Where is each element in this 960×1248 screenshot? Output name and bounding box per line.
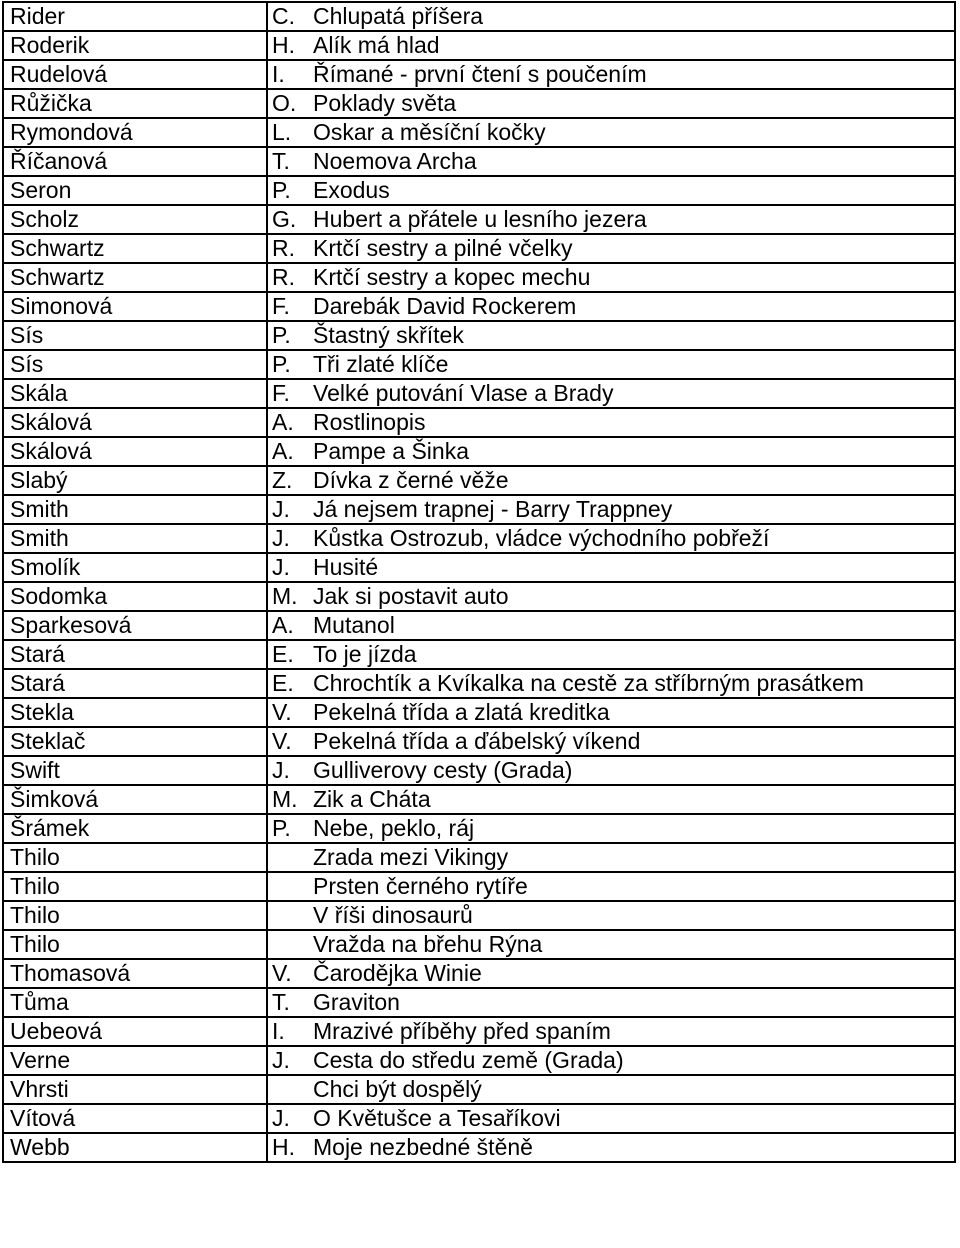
initial-cell: T. bbox=[267, 147, 313, 176]
title-cell: Noemova Archa bbox=[313, 147, 955, 176]
initial-cell: O. bbox=[267, 89, 313, 118]
surname-cell: Simonová bbox=[3, 292, 267, 321]
surname-cell: Verne bbox=[3, 1046, 267, 1075]
title-cell: Gulliverovy cesty (Grada) bbox=[313, 756, 955, 785]
title-cell: Moje nezbedné štěně bbox=[313, 1133, 955, 1162]
initial-cell: M. bbox=[267, 582, 313, 611]
table-row bbox=[3, 379, 955, 408]
title-cell: Chci být dospělý bbox=[313, 1075, 955, 1104]
surname-cell: Stekla bbox=[3, 698, 267, 727]
initial-cell: M. bbox=[267, 785, 313, 814]
initial-cell: J. bbox=[267, 495, 313, 524]
initial-cell: E. bbox=[267, 669, 313, 698]
surname-cell: Rider bbox=[3, 2, 267, 31]
table-row bbox=[3, 1046, 955, 1075]
initial-cell: J. bbox=[267, 1046, 313, 1075]
surname-cell: Vítová bbox=[3, 1104, 267, 1133]
table-row bbox=[3, 814, 955, 843]
title-cell: Mutanol bbox=[313, 611, 955, 640]
table-row bbox=[3, 408, 955, 437]
surname-cell: Stará bbox=[3, 640, 267, 669]
title-cell: To je jízda bbox=[313, 640, 955, 669]
initial-cell: J. bbox=[267, 553, 313, 582]
table-row bbox=[3, 959, 955, 988]
table-row bbox=[3, 698, 955, 727]
surname-cell: Thomasová bbox=[3, 959, 267, 988]
title-cell: Kůstka Ostrozub, vládce východního pobřeží bbox=[313, 524, 955, 553]
title-cell: Nebe, peklo, ráj bbox=[313, 814, 955, 843]
surname-cell: Thilo bbox=[3, 901, 267, 930]
title-cell: Velké putování Vlase a Brady bbox=[313, 379, 955, 408]
table-row bbox=[3, 31, 955, 60]
initial-cell: A. bbox=[267, 408, 313, 437]
table-row bbox=[3, 756, 955, 785]
initial-cell: I. bbox=[267, 1017, 313, 1046]
table-row bbox=[3, 89, 955, 118]
table-row bbox=[3, 292, 955, 321]
table-row bbox=[3, 872, 955, 901]
table-row bbox=[3, 843, 955, 872]
table-row bbox=[3, 263, 955, 292]
title-cell: Vražda na břehu Rýna bbox=[313, 930, 955, 959]
surname-cell: Smolík bbox=[3, 553, 267, 582]
table-row bbox=[3, 234, 955, 263]
surname-cell: Sodomka bbox=[3, 582, 267, 611]
initial-cell bbox=[267, 930, 313, 959]
surname-cell: Webb bbox=[3, 1133, 267, 1162]
table-row bbox=[3, 901, 955, 930]
title-cell: Čarodějka Winie bbox=[313, 959, 955, 988]
surname-cell: Stará bbox=[3, 669, 267, 698]
title-cell: Jak si postavit auto bbox=[313, 582, 955, 611]
title-cell: Římané - první čtení s poučením bbox=[313, 60, 955, 89]
table-row bbox=[3, 1017, 955, 1046]
initial-cell: C. bbox=[267, 2, 313, 31]
surname-cell: Smith bbox=[3, 495, 267, 524]
table-row bbox=[3, 524, 955, 553]
table-row bbox=[3, 205, 955, 234]
surname-cell: Říčanová bbox=[3, 147, 267, 176]
surname-cell: Tůma bbox=[3, 988, 267, 1017]
title-cell: Pampe a Šinka bbox=[313, 437, 955, 466]
surname-cell: Thilo bbox=[3, 872, 267, 901]
table-row bbox=[3, 2, 955, 31]
initial-cell: G. bbox=[267, 205, 313, 234]
title-cell: Krtčí sestry a kopec mechu bbox=[313, 263, 955, 292]
initial-cell: P. bbox=[267, 176, 313, 205]
surname-cell: Uebeová bbox=[3, 1017, 267, 1046]
surname-cell: Skálová bbox=[3, 408, 267, 437]
surname-cell: Sís bbox=[3, 350, 267, 379]
title-cell: Zik a Cháta bbox=[313, 785, 955, 814]
table-row bbox=[3, 640, 955, 669]
initial-cell: A. bbox=[267, 437, 313, 466]
initial-cell: Z. bbox=[267, 466, 313, 495]
surname-cell: Thilo bbox=[3, 930, 267, 959]
title-cell: Rostlinopis bbox=[313, 408, 955, 437]
table-row bbox=[3, 582, 955, 611]
surname-cell: Skála bbox=[3, 379, 267, 408]
initial-cell: R. bbox=[267, 234, 313, 263]
title-cell: Tři zlaté klíče bbox=[313, 350, 955, 379]
initial-cell bbox=[267, 1075, 313, 1104]
title-cell: Chlupatá příšera bbox=[313, 2, 955, 31]
table-row bbox=[3, 495, 955, 524]
initial-cell: L. bbox=[267, 118, 313, 147]
initial-cell: E. bbox=[267, 640, 313, 669]
table-row bbox=[3, 350, 955, 379]
table-row bbox=[3, 988, 955, 1017]
title-cell: Husité bbox=[313, 553, 955, 582]
surname-cell: Schwartz bbox=[3, 234, 267, 263]
title-cell: O Květušce a Tesaříkovi bbox=[313, 1104, 955, 1133]
initial-cell bbox=[267, 901, 313, 930]
table-row bbox=[3, 147, 955, 176]
initial-cell: F. bbox=[267, 379, 313, 408]
title-cell: Exodus bbox=[313, 176, 955, 205]
title-cell: Cesta do středu země (Grada) bbox=[313, 1046, 955, 1075]
title-cell: Dívka z černé věže bbox=[313, 466, 955, 495]
surname-cell: Seron bbox=[3, 176, 267, 205]
surname-cell: Steklač bbox=[3, 727, 267, 756]
surname-cell: Sís bbox=[3, 321, 267, 350]
title-cell: Pekelná třída a zlatá kreditka bbox=[313, 698, 955, 727]
table-row bbox=[3, 553, 955, 582]
title-cell: Prsten černého rytíře bbox=[313, 872, 955, 901]
surname-cell: Skálová bbox=[3, 437, 267, 466]
table-row bbox=[3, 437, 955, 466]
surname-cell: Sparkesová bbox=[3, 611, 267, 640]
book-list-body bbox=[3, 2, 955, 1162]
initial-cell: I. bbox=[267, 60, 313, 89]
initial-cell: J. bbox=[267, 1104, 313, 1133]
title-cell: V říši dinosaurů bbox=[313, 901, 955, 930]
table-row bbox=[3, 727, 955, 756]
surname-cell: Šimková bbox=[3, 785, 267, 814]
title-cell: Já nejsem trapnej - Barry Trappney bbox=[313, 495, 955, 524]
table-row bbox=[3, 785, 955, 814]
title-cell: Štastný skřítek bbox=[313, 321, 955, 350]
initial-cell: A. bbox=[267, 611, 313, 640]
initial-cell bbox=[267, 843, 313, 872]
table-row bbox=[3, 1075, 955, 1104]
initial-cell: J. bbox=[267, 524, 313, 553]
surname-cell: Vhrsti bbox=[3, 1075, 267, 1104]
surname-cell: Schwartz bbox=[3, 263, 267, 292]
table-row bbox=[3, 118, 955, 147]
title-cell: Krtčí sestry a pilné včelky bbox=[313, 234, 955, 263]
surname-cell: Scholz bbox=[3, 205, 267, 234]
initial-cell: R. bbox=[267, 263, 313, 292]
table-row bbox=[3, 60, 955, 89]
title-cell: Oskar a měsíční kočky bbox=[313, 118, 955, 147]
table-row bbox=[3, 611, 955, 640]
title-cell: Darebák David Rockerem bbox=[313, 292, 955, 321]
title-cell: Zrada mezi Vikingy bbox=[313, 843, 955, 872]
table-row bbox=[3, 669, 955, 698]
initial-cell: T. bbox=[267, 988, 313, 1017]
table-row bbox=[3, 466, 955, 495]
surname-cell: Slabý bbox=[3, 466, 267, 495]
initial-cell: J. bbox=[267, 756, 313, 785]
initial-cell: V. bbox=[267, 959, 313, 988]
surname-cell: Swift bbox=[3, 756, 267, 785]
book-list-table bbox=[2, 1, 956, 1163]
table-row bbox=[3, 321, 955, 350]
initial-cell: H. bbox=[267, 1133, 313, 1162]
title-cell: Hubert a přátele u lesního jezera bbox=[313, 205, 955, 234]
surname-cell: Šrámek bbox=[3, 814, 267, 843]
surname-cell: Smith bbox=[3, 524, 267, 553]
initial-cell: P. bbox=[267, 321, 313, 350]
title-cell: Alík má hlad bbox=[313, 31, 955, 60]
title-cell: Mrazivé příběhy před spaním bbox=[313, 1017, 955, 1046]
table-row bbox=[3, 176, 955, 205]
title-cell: Chrochtík a Kvíkalka na cestě za stříbrným prasátkem bbox=[313, 669, 955, 698]
surname-cell: Thilo bbox=[3, 843, 267, 872]
table-row bbox=[3, 1104, 955, 1133]
initial-cell: F. bbox=[267, 292, 313, 321]
title-cell: Graviton bbox=[313, 988, 955, 1017]
initial-cell: P. bbox=[267, 814, 313, 843]
initial-cell: V. bbox=[267, 727, 313, 756]
initial-cell bbox=[267, 872, 313, 901]
surname-cell: Růžička bbox=[3, 89, 267, 118]
initial-cell: H. bbox=[267, 31, 313, 60]
surname-cell: Rymondová bbox=[3, 118, 267, 147]
table-row bbox=[3, 1133, 955, 1162]
table-row bbox=[3, 930, 955, 959]
initial-cell: V. bbox=[267, 698, 313, 727]
surname-cell: Roderik bbox=[3, 31, 267, 60]
initial-cell: P. bbox=[267, 350, 313, 379]
title-cell: Pekelná třída a ďábelský víkend bbox=[313, 727, 955, 756]
surname-cell: Rudelová bbox=[3, 60, 267, 89]
title-cell: Poklady světa bbox=[313, 89, 955, 118]
